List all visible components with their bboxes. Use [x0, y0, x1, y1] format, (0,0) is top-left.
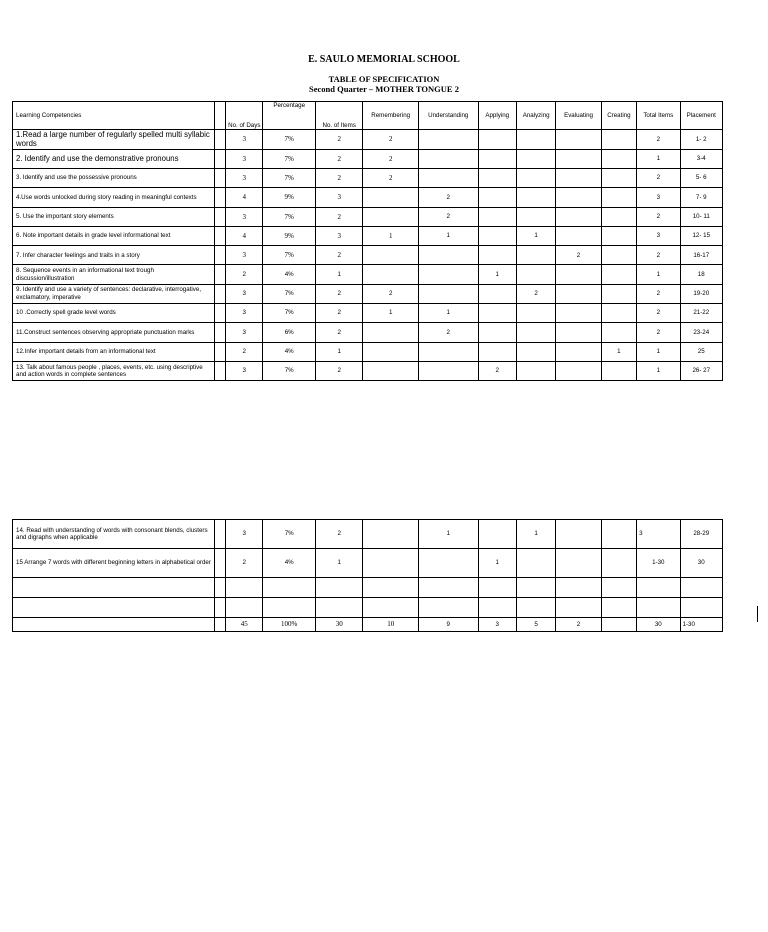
placement-cell: 7- 9 [680, 188, 723, 207]
total-items-cell: 3 [637, 226, 680, 245]
margin-mark [757, 606, 758, 622]
applying-cell [478, 578, 516, 598]
applying-cell: 1 [478, 265, 516, 284]
percentage-cell: 7% [263, 361, 316, 380]
placement-cell: 23-24 [680, 323, 723, 342]
total-items-cell [637, 578, 680, 598]
spacer-cell [214, 265, 225, 284]
table-row [13, 361, 723, 380]
evaluating-cell [556, 342, 601, 361]
remembering-cell [363, 188, 419, 207]
placement-cell: 21-22 [680, 304, 723, 323]
table-row [13, 149, 723, 168]
competency-cell: 6. Note important details in grade level informational text [13, 226, 215, 245]
total-items-cell: 30 [637, 618, 680, 632]
spacer-cell [214, 549, 225, 578]
table-row [13, 226, 723, 245]
analyzing-cell: 1 [516, 226, 555, 245]
items-cell: 2 [315, 207, 362, 226]
school-name: E. SAULO MEMORIAL SCHOOL [308, 54, 460, 65]
understanding-cell: 1 [418, 304, 478, 323]
total-items-cell: 1-30 [637, 549, 680, 578]
spacer-cell [214, 130, 225, 150]
percentage-cell: 4% [263, 549, 316, 578]
empty-row [13, 598, 723, 618]
analyzing-cell [516, 361, 555, 380]
percentage-cell [263, 578, 316, 598]
competency-cell: 8. Sequence events in an informational text trough discussion/illustration [13, 265, 215, 284]
understanding-cell: 2 [418, 323, 478, 342]
items-cell: 2 [315, 284, 362, 303]
understanding-cell [418, 342, 478, 361]
remembering-cell: 1 [363, 226, 419, 245]
evaluating-cell [556, 168, 601, 187]
evaluating-cell: 2 [556, 618, 601, 632]
remembering-cell [363, 323, 419, 342]
understanding-cell: 1 [418, 520, 478, 549]
applying-cell [478, 130, 516, 150]
creating-cell [601, 265, 636, 284]
items-cell: 2 [315, 520, 362, 549]
remembering-cell: 2 [363, 130, 419, 150]
total-items-cell: 2 [637, 246, 680, 265]
applying-cell [478, 207, 516, 226]
analyzing-cell [516, 304, 555, 323]
creating-cell [601, 130, 636, 150]
header-percentage: Percentage [263, 102, 316, 130]
spacer-cell [214, 226, 225, 245]
header-placement: Placement [680, 102, 723, 130]
competency-cell [13, 578, 215, 598]
days-cell: 3 [226, 207, 263, 226]
table-row [13, 323, 723, 342]
analyzing-cell: 2 [516, 284, 555, 303]
table-row [13, 549, 723, 578]
spacer-cell [214, 168, 225, 187]
header-evaluating: Evaluating [556, 102, 601, 130]
header-applying: Applying [478, 102, 516, 130]
total-items-cell: 1 [637, 265, 680, 284]
remembering-cell [363, 578, 419, 598]
header-creating: Creating [601, 102, 636, 130]
days-cell: 3 [226, 149, 263, 168]
percentage-cell: 4% [263, 265, 316, 284]
placement-cell: 1- 2 [680, 130, 723, 150]
evaluating-cell [556, 520, 601, 549]
total-items-cell: 2 [637, 130, 680, 150]
analyzing-cell [516, 246, 555, 265]
total-items-cell: 2 [637, 284, 680, 303]
analyzing-cell [516, 149, 555, 168]
placement-cell: 19-20 [680, 284, 723, 303]
items-cell: 2 [315, 361, 362, 380]
understanding-cell [418, 130, 478, 150]
evaluating-cell [556, 304, 601, 323]
days-cell: 3 [226, 284, 263, 303]
analyzing-cell: 1 [516, 520, 555, 549]
remembering-cell: 2 [363, 284, 419, 303]
table-row [13, 246, 723, 265]
percentage-cell: 7% [263, 130, 316, 150]
remembering-cell: 1 [363, 304, 419, 323]
remembering-cell [363, 246, 419, 265]
understanding-cell: 1 [418, 226, 478, 245]
totals-row [13, 618, 723, 632]
competency-cell: 3. Identify and use the possessive pronouns [13, 168, 215, 187]
spacer-cell [214, 284, 225, 303]
header-days: No. of Days [226, 102, 263, 130]
header-items: No. of Items [315, 102, 362, 130]
items-cell [315, 598, 362, 618]
percentage-cell: 9% [263, 188, 316, 207]
days-cell [226, 598, 263, 618]
table-row [13, 284, 723, 303]
days-cell: 2 [226, 549, 263, 578]
items-cell: 2 [315, 246, 362, 265]
remembering-cell: 2 [363, 149, 419, 168]
creating-cell [601, 284, 636, 303]
competency-cell [13, 618, 215, 632]
days-cell: 3 [226, 361, 263, 380]
percentage-cell: 7% [263, 246, 316, 265]
analyzing-cell [516, 188, 555, 207]
evaluating-cell [556, 265, 601, 284]
analyzing-cell [516, 207, 555, 226]
evaluating-cell [556, 361, 601, 380]
table-header-row [13, 102, 723, 130]
items-cell: 30 [315, 618, 362, 632]
understanding-cell: 2 [418, 188, 478, 207]
total-items-cell: 1 [637, 342, 680, 361]
understanding-cell [418, 265, 478, 284]
items-cell: 1 [315, 342, 362, 361]
evaluating-cell [556, 549, 601, 578]
spacer-cell [214, 342, 225, 361]
header-understanding: Understanding [418, 102, 478, 130]
document-title: TABLE OF SPECIFICATION [328, 74, 440, 84]
days-cell: 3 [226, 520, 263, 549]
remembering-cell [363, 549, 419, 578]
table-row [13, 207, 723, 226]
items-cell: 3 [315, 188, 362, 207]
applying-cell: 1 [478, 549, 516, 578]
table-row [13, 188, 723, 207]
days-cell: 45 [226, 618, 263, 632]
percentage-cell: 7% [263, 284, 316, 303]
spacer-cell [214, 578, 225, 598]
understanding-cell [418, 549, 478, 578]
applying-cell [478, 149, 516, 168]
specification-table-continued [12, 519, 723, 632]
remembering-cell [363, 342, 419, 361]
spacer-cell [214, 361, 225, 380]
remembering-cell [363, 361, 419, 380]
percentage-cell: 9% [263, 226, 316, 245]
applying-cell: 3 [478, 618, 516, 632]
items-cell: 1 [315, 265, 362, 284]
understanding-cell [418, 168, 478, 187]
spacer-cell [214, 520, 225, 549]
applying-cell [478, 284, 516, 303]
remembering-cell [363, 265, 419, 284]
applying-cell [478, 598, 516, 618]
evaluating-cell [556, 578, 601, 598]
table-row [13, 130, 723, 150]
days-cell: 3 [226, 323, 263, 342]
items-cell: 2 [315, 168, 362, 187]
evaluating-cell: 2 [556, 246, 601, 265]
remembering-cell: 10 [363, 618, 419, 632]
analyzing-cell [516, 168, 555, 187]
days-cell [226, 578, 263, 598]
items-cell: 3 [315, 226, 362, 245]
table-row [13, 342, 723, 361]
percentage-cell: 4% [263, 342, 316, 361]
applying-cell [478, 246, 516, 265]
spacer-cell [214, 598, 225, 618]
days-cell: 3 [226, 130, 263, 150]
analyzing-cell [516, 265, 555, 284]
applying-cell [478, 342, 516, 361]
percentage-cell: 7% [263, 207, 316, 226]
creating-cell [601, 323, 636, 342]
placement-cell: 26- 27 [680, 361, 723, 380]
analyzing-cell [516, 578, 555, 598]
understanding-cell [418, 284, 478, 303]
applying-cell [478, 323, 516, 342]
spacer-cell [214, 188, 225, 207]
applying-cell [478, 304, 516, 323]
creating-cell [601, 226, 636, 245]
applying-cell [478, 226, 516, 245]
analyzing-cell [516, 323, 555, 342]
table-row [13, 168, 723, 187]
creating-cell [601, 520, 636, 549]
document-subtitle: Second Quarter – MOTHER TONGUE 2 [309, 84, 459, 94]
evaluating-cell [556, 284, 601, 303]
analyzing-cell [516, 342, 555, 361]
evaluating-cell [556, 598, 601, 618]
analyzing-cell [516, 130, 555, 150]
days-cell: 2 [226, 265, 263, 284]
evaluating-cell [556, 130, 601, 150]
days-cell: 2 [226, 342, 263, 361]
table-row [13, 265, 723, 284]
empty-row [13, 578, 723, 598]
understanding-cell [418, 578, 478, 598]
understanding-cell [418, 361, 478, 380]
creating-cell [601, 207, 636, 226]
spacer-cell [214, 304, 225, 323]
competency-cell: 14. Read with understanding of words with consonant blends, clusters and digraphs when applicable [13, 520, 215, 549]
understanding-cell: 2 [418, 207, 478, 226]
analyzing-cell: 5 [516, 618, 555, 632]
competency-cell: 4.Use words unlocked during story reading in meaningful contexts [13, 188, 215, 207]
placement-cell [680, 578, 723, 598]
understanding-cell: 9 [418, 618, 478, 632]
items-cell: 2 [315, 304, 362, 323]
evaluating-cell [556, 149, 601, 168]
table-row [13, 304, 723, 323]
applying-cell: 2 [478, 361, 516, 380]
header-competencies: Learning Competencies [13, 102, 215, 130]
items-cell [315, 578, 362, 598]
placement-cell: 3-4 [680, 149, 723, 168]
total-items-cell: 2 [637, 304, 680, 323]
total-items-cell: 1 [637, 361, 680, 380]
remembering-cell [363, 207, 419, 226]
evaluating-cell [556, 323, 601, 342]
spacer-cell [214, 323, 225, 342]
understanding-cell [418, 149, 478, 168]
creating-cell [601, 304, 636, 323]
creating-cell [601, 246, 636, 265]
placement-cell: 12- 15 [680, 226, 723, 245]
items-cell: 1 [315, 549, 362, 578]
creating-cell [601, 149, 636, 168]
items-cell: 2 [315, 149, 362, 168]
days-cell: 3 [226, 246, 263, 265]
days-cell: 3 [226, 168, 263, 187]
days-cell: 4 [226, 226, 263, 245]
understanding-cell [418, 598, 478, 618]
spacer-cell [214, 618, 225, 632]
evaluating-cell [556, 226, 601, 245]
items-cell: 2 [315, 323, 362, 342]
placement-cell: 16-17 [680, 246, 723, 265]
creating-cell [601, 549, 636, 578]
creating-cell [601, 598, 636, 618]
competency-cell: 10 .Correctly spell grade level words [13, 304, 215, 323]
creating-cell [601, 578, 636, 598]
days-cell: 3 [226, 304, 263, 323]
creating-cell [601, 618, 636, 632]
items-cell: 2 [315, 130, 362, 150]
total-items-cell: 2 [637, 323, 680, 342]
remembering-cell [363, 520, 419, 549]
competency-cell: 13. Talk about famous people , places, events, etc. using descriptive and action words in complete sentences [13, 361, 215, 380]
creating-cell [601, 168, 636, 187]
days-cell: 4 [226, 188, 263, 207]
table-row [13, 520, 723, 549]
placement-cell: 18 [680, 265, 723, 284]
competency-cell: 7. Infer character feelings and traits in a story [13, 246, 215, 265]
header-total-items: Total Items [637, 102, 680, 130]
competency-cell: 5. Use the important story elements [13, 207, 215, 226]
placement-cell: 25 [680, 342, 723, 361]
header-remembering: Remembering [363, 102, 419, 130]
evaluating-cell [556, 207, 601, 226]
placement-cell: 30 [680, 549, 723, 578]
header-analyzing: Analyzing [516, 102, 555, 130]
creating-cell [601, 361, 636, 380]
total-items-cell [637, 598, 680, 618]
percentage-cell [263, 598, 316, 618]
applying-cell [478, 168, 516, 187]
remembering-cell [363, 598, 419, 618]
analyzing-cell [516, 549, 555, 578]
analyzing-cell [516, 598, 555, 618]
understanding-cell [418, 246, 478, 265]
total-items-cell: 2 [637, 207, 680, 226]
percentage-cell: 7% [263, 304, 316, 323]
spacer-cell [214, 149, 225, 168]
placement-cell: 28-29 [680, 520, 723, 549]
specification-table [12, 101, 723, 381]
competency-cell: 11.Construct sentences observing appropriate punctuation marks [13, 323, 215, 342]
placement-cell: 1-30 [680, 618, 723, 632]
percentage-cell: 6% [263, 323, 316, 342]
percentage-cell: 7% [263, 520, 316, 549]
percentage-cell: 100% [263, 618, 316, 632]
spacer-cell [214, 207, 225, 226]
placement-cell: 5- 6 [680, 168, 723, 187]
competency-cell [13, 598, 215, 618]
percentage-cell: 7% [263, 149, 316, 168]
applying-cell [478, 188, 516, 207]
creating-cell [601, 188, 636, 207]
percentage-cell: 7% [263, 168, 316, 187]
placement-cell: 10- 11 [680, 207, 723, 226]
competency-cell: 12.Infer important details from an informational text [13, 342, 215, 361]
total-items-cell: 2 [637, 168, 680, 187]
competency-cell: 15 Arrange 7 words with different beginning letters in alphabetical order [13, 549, 215, 578]
total-items-cell: 1 [637, 149, 680, 168]
creating-cell: 1 [601, 342, 636, 361]
evaluating-cell [556, 188, 601, 207]
remembering-cell: 2 [363, 168, 419, 187]
total-items-cell: 3 [637, 520, 680, 549]
applying-cell [478, 520, 516, 549]
total-items-cell: 3 [637, 188, 680, 207]
header-spacer [214, 102, 225, 130]
spacer-cell [214, 246, 225, 265]
placement-cell [680, 598, 723, 618]
competency-cell: 9. Identify and use a variety of sentences: declarative, interrogative, exclamatory, imperative [13, 284, 215, 303]
competency-cell: 1.Read a large number of regularly spelled multi syllabic words [13, 130, 215, 150]
competency-cell: 2. Identify and use the demonstrative pronouns [13, 149, 215, 168]
